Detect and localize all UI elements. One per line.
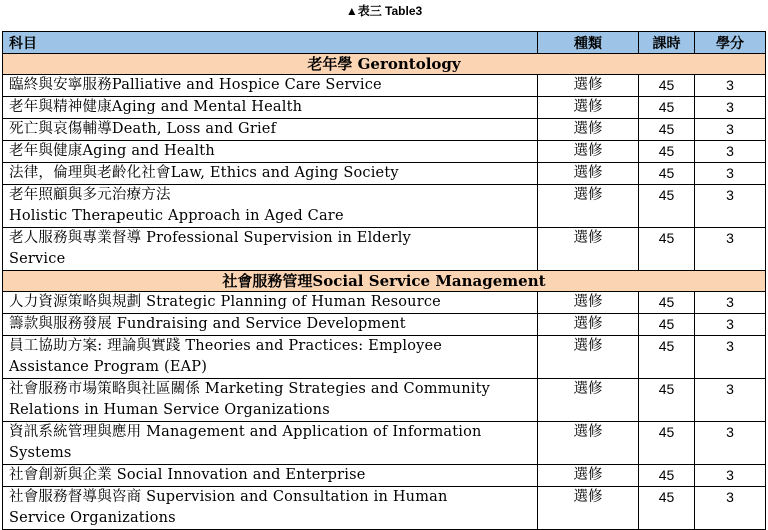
table-row <box>3 379 766 422</box>
course-subject-line-2: Relations in Human Service Organizations <box>9 402 330 418</box>
course-table <box>2 31 766 530</box>
course-subject <box>3 292 538 314</box>
section-title: 社會服務管理Social Service Management <box>3 271 766 292</box>
course-subject-line-2: Holistic Therapeutic Approach in Aged Care <box>9 208 344 224</box>
course-credits: 3 <box>695 422 766 465</box>
course-hours: 45 <box>639 185 695 228</box>
course-credits: 3 <box>695 314 766 336</box>
course-type: 選修 <box>538 465 639 487</box>
course-hours: 45 <box>639 141 695 163</box>
table-header-row <box>3 32 766 54</box>
course-hours: 45 <box>639 119 695 141</box>
course-type: 選修 <box>538 163 639 185</box>
course-credits: 3 <box>695 163 766 185</box>
course-credits: 3 <box>695 119 766 141</box>
course-subject-line-2: Service Organizations <box>9 510 176 526</box>
table-row <box>3 487 766 530</box>
table-row <box>3 97 766 119</box>
course-hours: 45 <box>639 228 695 271</box>
course-subject <box>3 141 538 163</box>
course-credits: 3 <box>695 379 766 422</box>
table-body <box>3 54 766 530</box>
course-type: 選修 <box>538 97 639 119</box>
course-credits: 3 <box>695 97 766 119</box>
table-caption: ▲表三 Table3 <box>345 4 423 18</box>
course-subject-line: 臨終與安寧服務Palliative and Hospice Care Service <box>9 77 382 93</box>
section-title: 老年學 Gerontology <box>3 54 766 75</box>
course-credits: 3 <box>695 141 766 163</box>
course-subject-line: 員工協助方案: 理論與實踐 Theories and Practices: Employee <box>9 338 443 354</box>
course-type: 選修 <box>538 75 639 97</box>
course-hours: 45 <box>639 314 695 336</box>
course-subject <box>3 97 538 119</box>
course-hours: 45 <box>639 292 695 314</box>
course-credits: 3 <box>695 228 766 271</box>
course-subject <box>3 487 538 530</box>
course-type: 選修 <box>538 314 639 336</box>
course-hours: 45 <box>639 163 695 185</box>
course-subject-line: 人力資源策略與規劃 Strategic Planning of Human Resource <box>9 294 441 310</box>
course-subject-line-2: Service <box>9 251 66 267</box>
table-row <box>3 314 766 336</box>
course-subject <box>3 75 538 97</box>
course-subject-line: 死亡與哀傷輔導Death, Loss and Grief <box>9 121 277 137</box>
course-subject-line: 社會服務督導與咨商 Supervision and Consultation in Human <box>9 489 448 505</box>
course-subject <box>3 119 538 141</box>
course-subject-line-2: Systems <box>9 445 72 461</box>
course-subject-line: 社會創新與企業 Social Innovation and Enterprise <box>9 467 366 483</box>
course-type: 選修 <box>538 141 639 163</box>
course-subject-line: 老年與健康Aging and Health <box>9 143 215 159</box>
header-credits: 學分 <box>695 32 766 54</box>
section-row <box>3 271 766 292</box>
table-row <box>3 336 766 379</box>
course-credits: 3 <box>695 75 766 97</box>
table-row <box>3 185 766 228</box>
course-subject-line: 法律，倫理與老齡化社會Law, Ethics and Aging Society <box>9 165 399 181</box>
course-subject <box>3 185 538 228</box>
course-type: 選修 <box>538 336 639 379</box>
course-hours: 45 <box>639 97 695 119</box>
course-credits: 3 <box>695 292 766 314</box>
course-subject-line: 籌款與服務發展 Fundraising and Service Development <box>9 316 406 332</box>
course-subject <box>3 163 538 185</box>
course-subject-line: 資訊系統管理與應用 Management and Application of Information <box>9 424 482 440</box>
table-row <box>3 465 766 487</box>
course-type: 選修 <box>538 487 639 530</box>
section-row <box>3 54 766 75</box>
course-type: 選修 <box>538 119 639 141</box>
course-type: 選修 <box>538 422 639 465</box>
course-type: 選修 <box>538 379 639 422</box>
table-row <box>3 75 766 97</box>
course-type: 選修 <box>538 185 639 228</box>
course-subject-line-2: Assistance Program (EAP) <box>9 359 208 375</box>
course-hours: 45 <box>639 465 695 487</box>
course-subject-line: 老年與精神健康Aging and Mental Health <box>9 99 303 115</box>
course-credits: 3 <box>695 336 766 379</box>
course-subject <box>3 336 538 379</box>
table-row <box>3 292 766 314</box>
header-hours: 課時 <box>639 32 695 54</box>
course-type: 選修 <box>538 292 639 314</box>
course-hours: 45 <box>639 422 695 465</box>
course-subject <box>3 465 538 487</box>
course-subject <box>3 422 538 465</box>
course-hours: 45 <box>639 75 695 97</box>
course-subject-line: 社會服務市場策略與社區關係 Marketing Strategies and Community <box>9 381 491 397</box>
table-row <box>3 228 766 271</box>
header-subject: 科目 <box>3 32 538 54</box>
course-credits: 3 <box>695 185 766 228</box>
course-hours: 45 <box>639 487 695 530</box>
course-subject <box>3 379 538 422</box>
course-credits: 3 <box>695 487 766 530</box>
course-hours: 45 <box>639 379 695 422</box>
course-hours: 45 <box>639 336 695 379</box>
course-type: 選修 <box>538 228 639 271</box>
table-row <box>3 422 766 465</box>
table-row <box>3 163 766 185</box>
course-credits: 3 <box>695 465 766 487</box>
course-subject-line: 老人服務與專業督導 Professional Supervision in Elderly <box>9 230 412 246</box>
header-type: 種類 <box>538 32 639 54</box>
course-subject <box>3 228 538 271</box>
table-row <box>3 119 766 141</box>
table-row <box>3 141 766 163</box>
course-subject <box>3 314 538 336</box>
course-subject-line: 老年照顧與多元治療方法 <box>9 187 171 203</box>
